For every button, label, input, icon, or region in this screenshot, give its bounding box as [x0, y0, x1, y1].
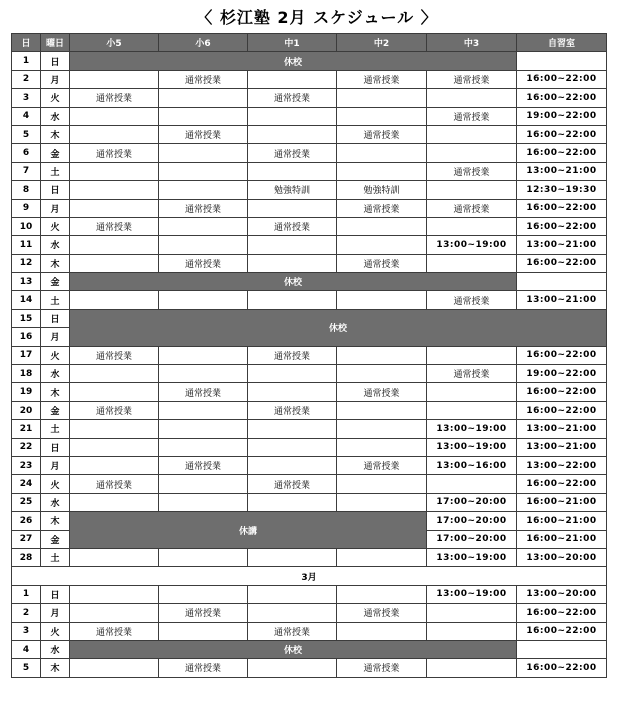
weekday-cell: 木	[41, 659, 70, 677]
grade6-cell: 通常授業	[159, 125, 248, 143]
jh3-cell: 13:00~16:00	[427, 456, 517, 474]
day-cell: 4	[12, 640, 41, 658]
grade5-cell	[70, 438, 159, 456]
day-cell: 4	[12, 107, 41, 125]
schedule-row	[12, 604, 607, 622]
jh1-cell	[248, 438, 337, 456]
jh2-cell: 通常授業	[337, 604, 427, 622]
day-cell: 17	[12, 346, 41, 364]
weekday-cell: 水	[41, 236, 70, 254]
grade6-cell	[159, 107, 248, 125]
jh1-cell: 通常授業	[248, 217, 337, 235]
grade6-cell	[159, 548, 248, 566]
grade5-cell	[70, 493, 159, 511]
grade5-cell	[70, 291, 159, 309]
jh2-cell	[337, 420, 427, 438]
weekday-cell: 月	[41, 456, 70, 474]
schedule-row	[12, 475, 607, 493]
schedule-row	[12, 346, 607, 364]
grade5-cell	[70, 659, 159, 677]
schedule-row	[12, 585, 607, 603]
day-cell: 6	[12, 144, 41, 162]
jh1-cell: 通常授業	[248, 401, 337, 419]
jh3-cell	[427, 604, 517, 622]
day-cell: 1	[12, 585, 41, 603]
no-class-cell: 休講	[70, 512, 427, 549]
day-cell: 25	[12, 493, 41, 511]
jh1-cell	[248, 236, 337, 254]
schedule-row	[12, 365, 607, 383]
day-cell: 14	[12, 291, 41, 309]
weekday-cell: 土	[41, 420, 70, 438]
jh2-cell	[337, 365, 427, 383]
grade6-cell	[159, 438, 248, 456]
grade6-cell	[159, 89, 248, 107]
jh3-cell	[427, 346, 517, 364]
header-day: 日	[12, 34, 41, 52]
grade5-cell	[70, 254, 159, 272]
grade5-cell: 通常授業	[70, 622, 159, 640]
study-room-cell: 13:00~22:00	[517, 456, 607, 474]
jh3-cell: 17:00~20:00	[427, 512, 517, 530]
schedule-row	[12, 52, 607, 70]
jh3-cell: 13:00~19:00	[427, 438, 517, 456]
study-room-cell: 13:00~20:00	[517, 548, 607, 566]
day-cell: 20	[12, 401, 41, 419]
day-cell: 2	[12, 70, 41, 88]
study-room-cell: 16:00~22:00	[517, 125, 607, 143]
weekday-cell: 土	[41, 162, 70, 180]
schedule-row	[12, 493, 607, 511]
jh1-cell	[248, 291, 337, 309]
grade6-cell	[159, 346, 248, 364]
jh1-cell	[248, 420, 337, 438]
grade5-cell	[70, 181, 159, 199]
day-cell: 19	[12, 383, 41, 401]
jh3-cell: 17:00~20:00	[427, 493, 517, 511]
jh1-cell	[248, 365, 337, 383]
grade6-cell	[159, 475, 248, 493]
weekday-cell: 月	[41, 70, 70, 88]
study-room-cell: 16:00~22:00	[517, 144, 607, 162]
grade6-cell	[159, 622, 248, 640]
study-room-cell: 13:00~21:00	[517, 438, 607, 456]
schedule-row	[12, 162, 607, 180]
schedule-row	[12, 107, 607, 125]
schedule-row	[12, 456, 607, 474]
jh1-cell	[248, 548, 337, 566]
grade5-cell	[70, 107, 159, 125]
schedule-row	[12, 70, 607, 88]
grade6-cell	[159, 420, 248, 438]
grade6-cell	[159, 217, 248, 235]
weekday-cell: 木	[41, 383, 70, 401]
jh3-cell	[427, 144, 517, 162]
weekday-cell: 日	[41, 438, 70, 456]
jh1-cell	[248, 456, 337, 474]
header-grade5: 小5	[70, 34, 159, 52]
grade6-cell: 通常授業	[159, 456, 248, 474]
weekday-cell: 火	[41, 217, 70, 235]
study-room-cell: 16:00~21:00	[517, 530, 607, 548]
schedule-row	[12, 125, 607, 143]
study-room-cell: 13:00~21:00	[517, 420, 607, 438]
jh2-cell	[337, 346, 427, 364]
jh1-cell	[248, 70, 337, 88]
jh3-cell	[427, 89, 517, 107]
jh1-cell: 通常授業	[248, 622, 337, 640]
grade5-cell: 通常授業	[70, 346, 159, 364]
jh2-cell: 通常授業	[337, 383, 427, 401]
study-room-cell	[517, 640, 607, 658]
header-weekday: 曜日	[41, 34, 70, 52]
jh1-cell: 通常授業	[248, 89, 337, 107]
jh3-cell	[427, 475, 517, 493]
weekday-cell: 木	[41, 125, 70, 143]
schedule-row	[12, 401, 607, 419]
grade5-cell: 通常授業	[70, 217, 159, 235]
grade6-cell: 通常授業	[159, 70, 248, 88]
grade6-cell: 通常授業	[159, 254, 248, 272]
schedule-row	[12, 640, 607, 658]
grade5-cell	[70, 199, 159, 217]
day-cell: 7	[12, 162, 41, 180]
jh3-cell	[427, 181, 517, 199]
study-room-cell: 16:00~21:00	[517, 493, 607, 511]
day-cell: 11	[12, 236, 41, 254]
weekday-cell: 土	[41, 291, 70, 309]
grade5-cell	[70, 383, 159, 401]
weekday-cell: 水	[41, 107, 70, 125]
day-cell: 23	[12, 456, 41, 474]
day-cell: 5	[12, 659, 41, 677]
jh2-cell	[337, 107, 427, 125]
jh3-cell: 通常授業	[427, 199, 517, 217]
page-title: 〈 杉江塾 2月 スケジュール 〉	[196, 8, 438, 27]
study-room-cell	[517, 52, 607, 70]
schedule-row	[12, 291, 607, 309]
study-room-cell: 16:00~22:00	[517, 604, 607, 622]
day-cell: 24	[12, 475, 41, 493]
grade6-cell	[159, 181, 248, 199]
jh3-cell	[427, 622, 517, 640]
study-room-cell: 13:00~20:00	[517, 585, 607, 603]
day-cell: 10	[12, 217, 41, 235]
grade6-cell	[159, 401, 248, 419]
day-cell: 3	[12, 622, 41, 640]
jh1-cell	[248, 585, 337, 603]
jh3-cell: 通常授業	[427, 107, 517, 125]
jh1-cell	[248, 162, 337, 180]
jh2-cell	[337, 401, 427, 419]
day-cell: 1	[12, 52, 41, 70]
header-row	[12, 34, 607, 52]
jh1-cell	[248, 125, 337, 143]
study-room-cell: 19:00~22:00	[517, 107, 607, 125]
weekday-cell: 月	[41, 328, 70, 346]
jh1-cell	[248, 383, 337, 401]
grade5-cell	[70, 456, 159, 474]
study-room-cell: 16:00~22:00	[517, 659, 607, 677]
grade5-cell	[70, 604, 159, 622]
study-room-cell: 16:00~22:00	[517, 254, 607, 272]
day-cell: 2	[12, 604, 41, 622]
weekday-cell: 日	[41, 585, 70, 603]
jh1-cell	[248, 493, 337, 511]
grade5-cell	[70, 236, 159, 254]
jh3-cell	[427, 383, 517, 401]
study-room-cell: 16:00~21:00	[517, 512, 607, 530]
study-room-cell: 16:00~22:00	[517, 475, 607, 493]
weekday-cell: 金	[41, 273, 70, 291]
header-study-room: 自習室	[517, 34, 607, 52]
schedule-row	[12, 217, 607, 235]
study-room-cell: 12:30~19:30	[517, 181, 607, 199]
closed-cell: 休校	[70, 309, 607, 346]
schedule-row	[12, 622, 607, 640]
month-divider-row	[12, 567, 607, 585]
day-cell: 27	[12, 530, 41, 548]
schedule-row	[12, 548, 607, 566]
closed-cell: 休校	[70, 273, 517, 291]
day-cell: 16	[12, 328, 41, 346]
day-cell: 22	[12, 438, 41, 456]
jh2-cell	[337, 438, 427, 456]
jh1-cell: 勉強特訓	[248, 181, 337, 199]
grade6-cell	[159, 162, 248, 180]
jh2-cell: 通常授業	[337, 456, 427, 474]
jh2-cell: 通常授業	[337, 70, 427, 88]
weekday-cell: 水	[41, 365, 70, 383]
study-room-cell: 16:00~22:00	[517, 199, 607, 217]
schedule-row	[12, 512, 607, 530]
header-jh2: 中2	[337, 34, 427, 52]
weekday-cell: 金	[41, 144, 70, 162]
weekday-cell: 金	[41, 401, 70, 419]
weekday-cell: 水	[41, 493, 70, 511]
jh3-cell: 通常授業	[427, 365, 517, 383]
day-cell: 26	[12, 512, 41, 530]
closed-cell: 休校	[70, 640, 517, 658]
weekday-cell: 木	[41, 512, 70, 530]
jh1-cell: 通常授業	[248, 475, 337, 493]
day-cell: 12	[12, 254, 41, 272]
grade6-cell	[159, 144, 248, 162]
jh2-cell: 通常授業	[337, 125, 427, 143]
day-cell: 8	[12, 181, 41, 199]
grade6-cell: 通常授業	[159, 659, 248, 677]
jh2-cell	[337, 217, 427, 235]
jh2-cell	[337, 236, 427, 254]
study-room-cell: 16:00~22:00	[517, 89, 607, 107]
study-room-cell	[517, 273, 607, 291]
header-jh1: 中1	[248, 34, 337, 52]
grade5-cell: 通常授業	[70, 89, 159, 107]
study-room-cell: 16:00~22:00	[517, 383, 607, 401]
jh3-cell: 13:00~19:00	[427, 236, 517, 254]
study-room-cell: 13:00~21:00	[517, 291, 607, 309]
grade6-cell	[159, 493, 248, 511]
jh3-cell: 13:00~19:00	[427, 585, 517, 603]
closed-cell: 休校	[70, 52, 517, 70]
jh1-cell: 通常授業	[248, 346, 337, 364]
weekday-cell: 金	[41, 530, 70, 548]
schedule-row	[12, 236, 607, 254]
grade6-cell: 通常授業	[159, 199, 248, 217]
day-cell: 28	[12, 548, 41, 566]
grade5-cell	[70, 162, 159, 180]
jh2-cell: 通常授業	[337, 254, 427, 272]
study-room-cell: 13:00~21:00	[517, 236, 607, 254]
grade6-cell: 通常授業	[159, 604, 248, 622]
schedule-row	[12, 144, 607, 162]
weekday-cell: 日	[41, 309, 70, 327]
schedule-row	[12, 273, 607, 291]
jh2-cell	[337, 291, 427, 309]
schedule-table	[11, 33, 607, 678]
jh3-cell	[427, 401, 517, 419]
weekday-cell: 月	[41, 604, 70, 622]
jh3-cell	[427, 254, 517, 272]
grade5-cell	[70, 420, 159, 438]
grade5-cell	[70, 125, 159, 143]
weekday-cell: 火	[41, 475, 70, 493]
grade5-cell	[70, 548, 159, 566]
month-label: 3月	[12, 567, 607, 585]
grade6-cell: 通常授業	[159, 383, 248, 401]
header-grade6: 小6	[159, 34, 248, 52]
weekday-cell: 日	[41, 52, 70, 70]
study-room-cell: 13:00~21:00	[517, 162, 607, 180]
jh2-cell	[337, 89, 427, 107]
jh3-cell	[427, 125, 517, 143]
jh2-cell	[337, 475, 427, 493]
jh1-cell	[248, 199, 337, 217]
day-cell: 5	[12, 125, 41, 143]
schedule-row	[12, 199, 607, 217]
grade5-cell: 通常授業	[70, 475, 159, 493]
jh1-cell	[248, 107, 337, 125]
jh3-cell: 通常授業	[427, 291, 517, 309]
grade5-cell: 通常授業	[70, 401, 159, 419]
weekday-cell: 木	[41, 254, 70, 272]
grade5-cell	[70, 365, 159, 383]
weekday-cell: 火	[41, 89, 70, 107]
jh3-cell: 13:00~19:00	[427, 420, 517, 438]
grade5-cell	[70, 70, 159, 88]
jh1-cell	[248, 604, 337, 622]
weekday-cell: 月	[41, 199, 70, 217]
day-cell: 13	[12, 273, 41, 291]
grade5-cell: 通常授業	[70, 144, 159, 162]
day-cell: 3	[12, 89, 41, 107]
schedule-row	[12, 89, 607, 107]
grade6-cell	[159, 291, 248, 309]
study-room-cell: 16:00~22:00	[517, 401, 607, 419]
schedule-row	[12, 659, 607, 677]
jh2-cell: 通常授業	[337, 199, 427, 217]
jh3-cell: 通常授業	[427, 162, 517, 180]
schedule-row	[12, 254, 607, 272]
weekday-cell: 水	[41, 640, 70, 658]
grade6-cell	[159, 585, 248, 603]
jh3-cell: 通常授業	[427, 70, 517, 88]
weekday-cell: 火	[41, 622, 70, 640]
study-room-cell: 19:00~22:00	[517, 365, 607, 383]
jh2-cell	[337, 144, 427, 162]
header-jh3: 中3	[427, 34, 517, 52]
grade6-cell	[159, 236, 248, 254]
study-room-cell: 16:00~22:00	[517, 217, 607, 235]
jh2-cell	[337, 585, 427, 603]
schedule-row	[12, 420, 607, 438]
jh3-cell: 17:00~20:00	[427, 530, 517, 548]
study-room-cell: 16:00~22:00	[517, 346, 607, 364]
jh2-cell	[337, 548, 427, 566]
jh1-cell	[248, 254, 337, 272]
grade6-cell	[159, 365, 248, 383]
day-cell: 15	[12, 309, 41, 327]
schedule-row	[12, 438, 607, 456]
grade5-cell	[70, 585, 159, 603]
jh2-cell: 勉強特訓	[337, 181, 427, 199]
day-cell: 18	[12, 365, 41, 383]
day-cell: 9	[12, 199, 41, 217]
schedule-row	[12, 309, 607, 327]
study-room-cell: 16:00~22:00	[517, 70, 607, 88]
jh1-cell	[248, 659, 337, 677]
schedule-row	[12, 181, 607, 199]
jh3-cell: 13:00~19:00	[427, 548, 517, 566]
jh1-cell: 通常授業	[248, 144, 337, 162]
day-cell: 21	[12, 420, 41, 438]
jh2-cell	[337, 162, 427, 180]
jh2-cell	[337, 622, 427, 640]
study-room-cell: 16:00~22:00	[517, 622, 607, 640]
schedule-row	[12, 383, 607, 401]
jh2-cell	[337, 493, 427, 511]
jh2-cell: 通常授業	[337, 659, 427, 677]
weekday-cell: 火	[41, 346, 70, 364]
jh3-cell	[427, 217, 517, 235]
weekday-cell: 日	[41, 181, 70, 199]
jh3-cell	[427, 659, 517, 677]
weekday-cell: 土	[41, 548, 70, 566]
